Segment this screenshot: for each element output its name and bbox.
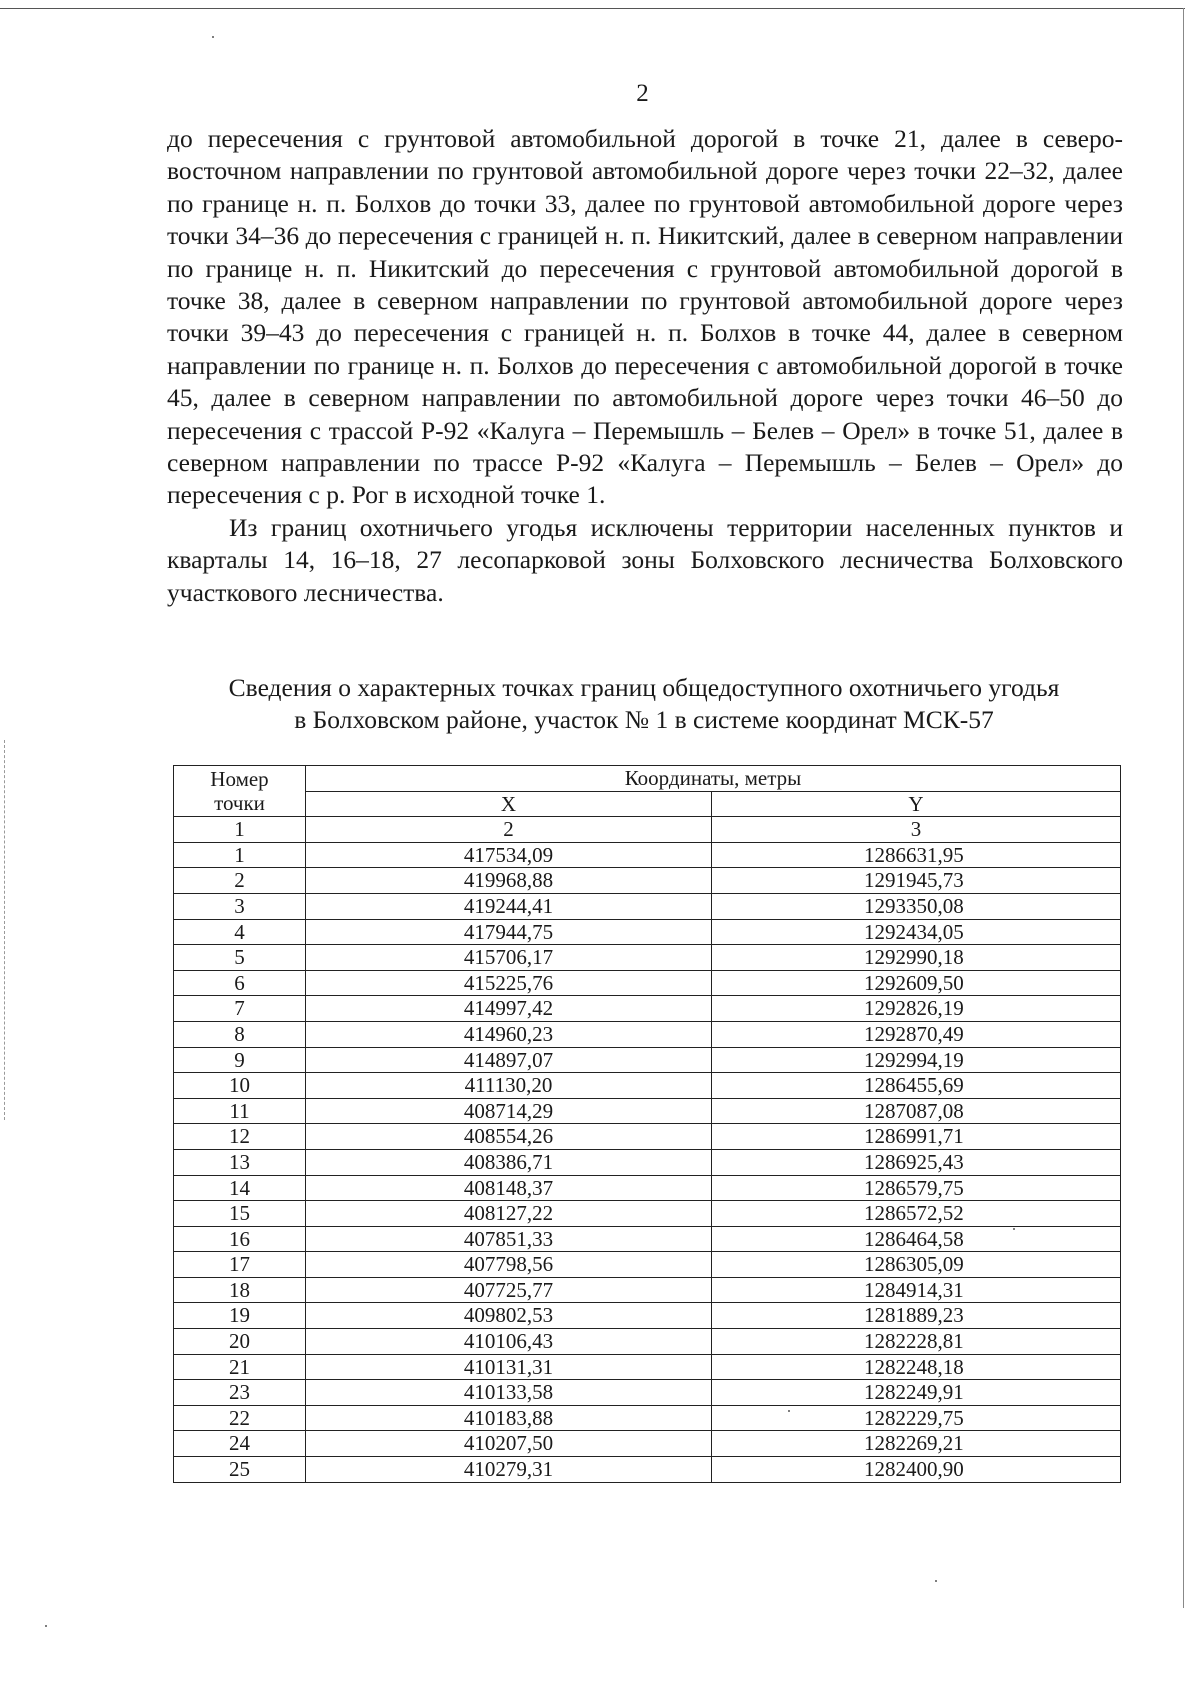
table-body	[174, 842, 1121, 1482]
y-coordinate-cell: 1282269,21	[712, 1431, 1121, 1457]
caption-line-2: в Болховском районе, участок № 1 в системе координат МСК-57	[294, 705, 994, 734]
x-coordinate-cell: 414897,07	[306, 1047, 712, 1073]
body-text	[167, 123, 1123, 609]
x-coordinate-cell: 411130,20	[306, 1073, 712, 1099]
table-row	[174, 945, 1121, 971]
y-coordinate-cell: 1282249,91	[712, 1380, 1121, 1406]
table-row	[174, 1124, 1121, 1150]
x-coordinate-cell: 408554,26	[306, 1124, 712, 1150]
x-coordinate-cell: 414997,42	[306, 996, 712, 1022]
x-coordinate-cell: 410183,88	[306, 1405, 712, 1431]
point-number-cell: 21	[174, 1354, 306, 1380]
table-caption	[160, 672, 1128, 736]
table-row	[174, 919, 1121, 945]
table-row	[174, 996, 1121, 1022]
x-coordinate-cell: 408127,22	[306, 1201, 712, 1227]
table-column-index-row	[174, 817, 1121, 843]
point-number-cell: 4	[174, 919, 306, 945]
x-coordinate-cell: 415706,17	[306, 945, 712, 971]
y-coordinate-cell: 1286305,09	[712, 1252, 1121, 1278]
y-coordinate-cell: 1292609,50	[712, 970, 1121, 996]
table-row	[174, 1175, 1121, 1201]
y-coordinate-cell: 1292870,49	[712, 1021, 1121, 1047]
point-number-cell: 9	[174, 1047, 306, 1073]
x-coordinate-cell: 407798,56	[306, 1252, 712, 1278]
point-number-cell: 22	[174, 1405, 306, 1431]
x-coordinate-cell: 410279,31	[306, 1457, 712, 1483]
point-number-cell: 10	[174, 1073, 306, 1099]
table-row	[174, 1354, 1121, 1380]
table-row	[174, 868, 1121, 894]
point-number-cell: 5	[174, 945, 306, 971]
caption-line-1: Сведения о характерных точках границ общедоступного охотничьего угодья	[228, 673, 1060, 702]
table-row	[174, 1329, 1121, 1355]
y-coordinate-cell: 1292990,18	[712, 945, 1121, 971]
y-coordinate-cell: 1286579,75	[712, 1175, 1121, 1201]
page-number: 2	[636, 80, 649, 107]
table-row	[174, 1303, 1121, 1329]
y-coordinate-cell: 1292826,19	[712, 996, 1121, 1022]
x-coordinate-cell: 419244,41	[306, 893, 712, 919]
scan-edge-right	[1183, 8, 1184, 1608]
scan-speck	[935, 1580, 937, 1582]
x-coordinate-cell: 407851,33	[306, 1226, 712, 1252]
y-coordinate-cell: 1286631,95	[712, 842, 1121, 868]
point-number-cell: 6	[174, 970, 306, 996]
y-coordinate-cell: 1286991,71	[712, 1124, 1121, 1150]
scan-speck	[212, 36, 214, 38]
point-number-cell: 25	[174, 1457, 306, 1483]
y-coordinate-cell: 1281889,23	[712, 1303, 1121, 1329]
header-point-number-line2: точки	[214, 791, 265, 816]
column-index: 3	[712, 817, 1121, 843]
x-coordinate-cell: 414960,23	[306, 1021, 712, 1047]
header-x: X	[306, 791, 712, 817]
scan-edge-top	[0, 8, 1185, 9]
x-coordinate-cell: 410106,43	[306, 1329, 712, 1355]
point-number-cell: 16	[174, 1226, 306, 1252]
x-coordinate-cell: 419968,88	[306, 868, 712, 894]
point-number-cell: 20	[174, 1329, 306, 1355]
table-row	[174, 1252, 1121, 1278]
point-number-cell: 7	[174, 996, 306, 1022]
table-row	[174, 1226, 1121, 1252]
y-coordinate-cell: 1286464,58	[712, 1226, 1121, 1252]
table-row	[174, 1457, 1121, 1483]
table-row	[174, 1201, 1121, 1227]
header-y: Y	[712, 791, 1121, 817]
header-point-number	[174, 766, 306, 817]
y-coordinate-cell: 1286572,52	[712, 1201, 1121, 1227]
y-coordinate-cell: 1292434,05	[712, 919, 1121, 945]
coordinates-table	[173, 765, 1121, 1483]
point-number-cell: 1	[174, 842, 306, 868]
table-subheader-row	[174, 791, 1121, 817]
y-coordinate-cell: 1284914,31	[712, 1277, 1121, 1303]
y-coordinate-cell: 1282229,75	[712, 1405, 1121, 1431]
scan-margin-marks	[4, 740, 9, 1120]
scan-speck	[45, 1625, 47, 1627]
y-coordinate-cell: 1287087,08	[712, 1098, 1121, 1124]
x-coordinate-cell: 415225,76	[306, 970, 712, 996]
point-number-cell: 2	[174, 868, 306, 894]
y-coordinate-cell: 1286925,43	[712, 1149, 1121, 1175]
table-row	[174, 1380, 1121, 1406]
y-coordinate-cell: 1282228,81	[712, 1329, 1121, 1355]
table-row	[174, 1021, 1121, 1047]
table-row	[174, 1431, 1121, 1457]
point-number-cell: 11	[174, 1098, 306, 1124]
table-row	[174, 1405, 1121, 1431]
table-header-row	[174, 766, 1121, 792]
table-row	[174, 842, 1121, 868]
point-number-cell: 19	[174, 1303, 306, 1329]
table-row	[174, 1098, 1121, 1124]
x-coordinate-cell: 408714,29	[306, 1098, 712, 1124]
point-number-cell: 3	[174, 893, 306, 919]
point-number-cell: 15	[174, 1201, 306, 1227]
header-coordinates: Координаты, метры	[306, 766, 1121, 792]
point-number-cell: 23	[174, 1380, 306, 1406]
column-index: 2	[306, 817, 712, 843]
x-coordinate-cell: 410207,50	[306, 1431, 712, 1457]
paragraph-exclusions: Из границ охотничьего угодья исключены территории населенных пунктов и кварталы 14, 16–18, 27 лесопарковой зоны Болховского лесничества Болховского участкового лесничества.	[167, 512, 1123, 607]
x-coordinate-cell: 410131,31	[306, 1354, 712, 1380]
x-coordinate-cell: 409802,53	[306, 1303, 712, 1329]
x-coordinate-cell: 417534,09	[306, 842, 712, 868]
x-coordinate-cell: 408148,37	[306, 1175, 712, 1201]
point-number-cell: 8	[174, 1021, 306, 1047]
header-point-number-line1: Номер	[210, 766, 269, 791]
point-number-cell: 13	[174, 1149, 306, 1175]
y-coordinate-cell: 1292994,19	[712, 1047, 1121, 1073]
x-coordinate-cell: 407725,77	[306, 1277, 712, 1303]
y-coordinate-cell: 1282400,90	[712, 1457, 1121, 1483]
table-row	[174, 1277, 1121, 1303]
table-row	[174, 1073, 1121, 1099]
table-row	[174, 1047, 1121, 1073]
y-coordinate-cell: 1286455,69	[712, 1073, 1121, 1099]
point-number-cell: 14	[174, 1175, 306, 1201]
point-number-cell: 17	[174, 1252, 306, 1278]
table-row	[174, 893, 1121, 919]
x-coordinate-cell: 408386,71	[306, 1149, 712, 1175]
table-row	[174, 1149, 1121, 1175]
x-coordinate-cell: 410133,58	[306, 1380, 712, 1406]
y-coordinate-cell: 1293350,08	[712, 893, 1121, 919]
point-number-cell: 18	[174, 1277, 306, 1303]
paragraph-route: до пересечения с грунтовой автомобильной дорогой в точке 21, далее в северо-восточном направлении по грунтовой автомобильной дороге через точки 22–32, далее по границе н. п. Болхов до точки 33, далее по грунтовой автомобильной дороге через точки 34–36 до пересечения с границей н. п. Никитский, далее в северном направлении по границе н. п. Никитский до пересечения с грунтовой автомобильной дорогой в точке 38, далее в северном направлении по грунтовой автомобильной дороге через точки 39–43 до пересечения с границей н. п. Болхов в точке 44, далее в северном направлении по границе н. п. Болхов до пересечения с автомобильной дорогой в точке 45, далее в северном направлении по автомобильной дороге через точки 46–50 до пересечения с трассой Р-92 «Калуга – Перемышль – Белев – Орел» в точке 51, далее в северном направлении по трассе Р-92 «Калуга – Перемышль – Белев – Орел» до пересечения с р. Рог в исходной точке 1.	[167, 124, 1123, 510]
y-coordinate-cell: 1282248,18	[712, 1354, 1121, 1380]
x-coordinate-cell: 417944,75	[306, 919, 712, 945]
table-row	[174, 970, 1121, 996]
y-coordinate-cell: 1291945,73	[712, 868, 1121, 894]
column-index: 1	[174, 817, 306, 843]
point-number-cell: 12	[174, 1124, 306, 1150]
point-number-cell: 24	[174, 1431, 306, 1457]
